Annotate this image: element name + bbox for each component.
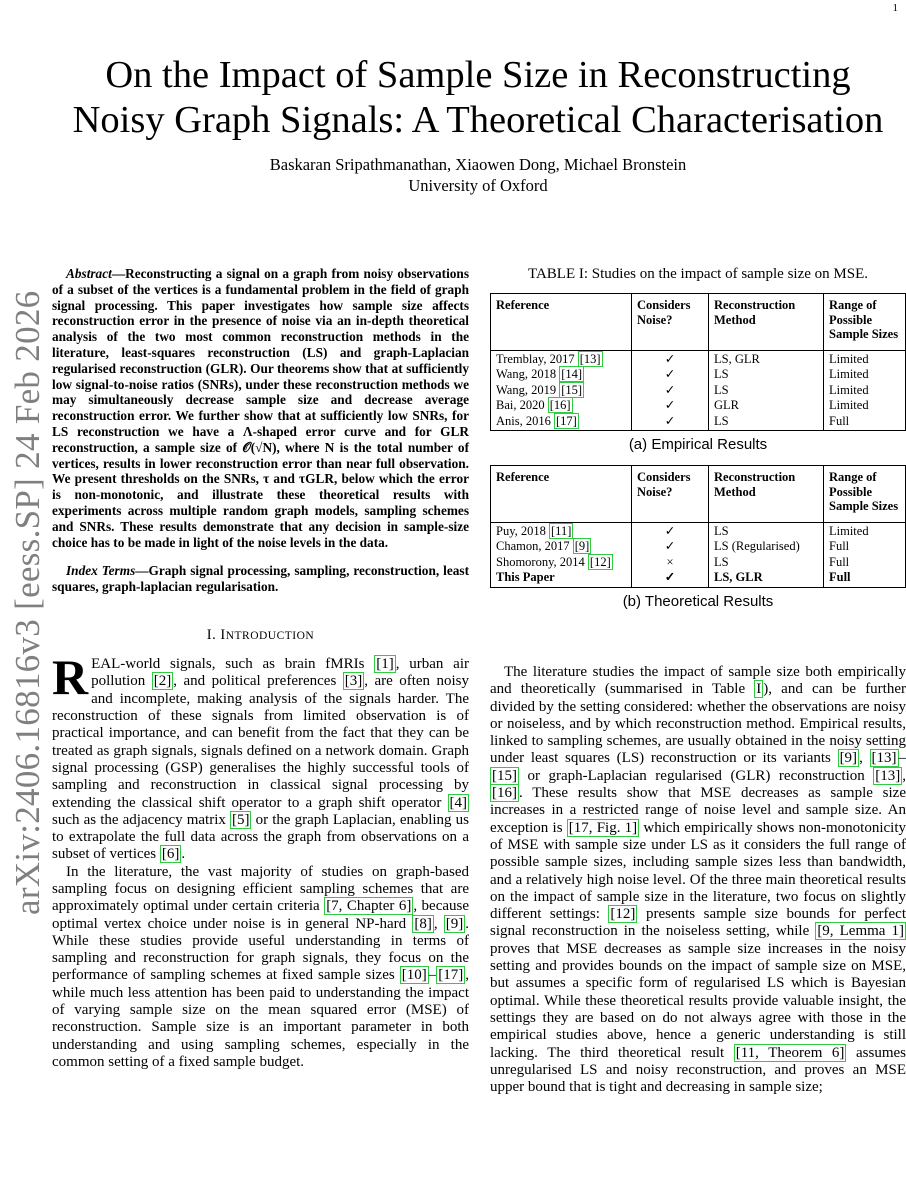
literature-paragraph: The literature studies the impact of sample size both empirically and theoretically (summarised in Table I ), and can be further divided by the setting considered: whether the observations are noisy or noiseless, and by which reconstruction method. Empirical results, linked to sampling schemes, are usually obtained in the noisy setting under least squares (LS) reconstruction or its variants [9] , [13] –[15] or graph-Laplacian regularised (GLR) reconstruction [13] , [16] . These results show that MSE decreases as sample size increases in a restricted range of noise level and sample size. An exception is [17, Fig. 1] which empirically shows non-monotonicity of MSE with sample size under LS as it considers the full range of possible sample sizes, including sample sizes less than bandwidth, and a relatively high noise level. Of the three main theoretical results on the impact of sample size in the literature, two focus on slightly different settings: [12] presents sample size bounds for perfect signal reconstruction in the noiseless setting, while [9, Lemma 1] proves that MSE decreases as sample size increases in the noisy setting and provides bounds on the impact of sample size on MSE, but assumes a specific form of regularised LS which is Bayesian optimal. While these theoretical results provide valuable insight, the settings they are based on do not always agree with those in the empirical studies above, hence a generic understanding is still lacking. The third theoretical result [11, Theorem 6] assumes unregularised LS and noisy reconstruction, and proves an MSE upper bound that is tight and decreasing in sample size; xyxy=(490,664,906,1096)
table-caption: TABLE I: Studies on the impact of sample size on MSE. xyxy=(528,266,868,282)
index-terms-label: Index Terms xyxy=(66,563,136,579)
citation-link[interactable]: [9] xyxy=(574,539,590,554)
left-column xyxy=(52,266,469,1071)
column-header: Considers Noise? xyxy=(632,294,709,351)
column-header: Reference xyxy=(491,294,632,351)
abstract-label: Abstract xyxy=(66,266,112,281)
citation-link[interactable]: [9, Lemma 1] xyxy=(817,923,904,940)
column-header: Reconstruction Method xyxy=(709,466,824,523)
right-column xyxy=(490,266,906,622)
title-line-1: On the Impact of Sample Size in Reconstructing xyxy=(105,54,851,96)
citation-link[interactable]: [16] xyxy=(492,785,517,802)
column-header: Considers Noise? xyxy=(632,466,709,523)
table-row: Puy, 2018 [11] ✓ LS Limited xyxy=(491,522,906,538)
author-block xyxy=(40,154,906,196)
citation-link[interactable]: [9] xyxy=(839,750,858,767)
citation-link[interactable]: [12] xyxy=(589,554,611,569)
section-heading-introduction: I. INTRODUCTION xyxy=(206,626,315,643)
index-terms-text: —Graph signal processing, sampling, reconstruction, least squares, graph-laplacian regularisation. xyxy=(52,563,469,595)
citation-link[interactable]: [17] xyxy=(556,413,577,428)
table-row: Tremblay, 2017 [13] ✓ LS, GLR Limited xyxy=(491,350,906,366)
index-terms xyxy=(52,563,469,595)
column-header: Reference xyxy=(491,466,632,523)
citation-link[interactable]: [13] xyxy=(875,767,901,784)
citation-link[interactable]: [7, Chapter 6] xyxy=(326,898,412,915)
citation-link[interactable]: [2] xyxy=(153,673,172,690)
citation-link[interactable]: [15] xyxy=(561,382,583,397)
citation-link[interactable]: [17, Fig. 1] xyxy=(568,819,638,836)
citation-link[interactable]: [5] xyxy=(231,811,250,828)
citation-link[interactable]: [10] xyxy=(401,967,427,984)
title-line-2: Noisy Graph Signals: A Theoretical Characterisation xyxy=(72,99,884,141)
citation-link[interactable]: [4] xyxy=(449,794,467,811)
affiliation: University of Oxford xyxy=(408,176,548,195)
citation-link[interactable]: [13] xyxy=(579,351,601,366)
authors: Baskaran Sripathmanathan, Xiaowen Dong, Michael Bronstein xyxy=(269,155,687,174)
table-theoretical xyxy=(490,465,906,588)
table-row: This Paper ✓ LS, GLR Full xyxy=(491,569,906,587)
subtable-caption-theoretical: (b) Theoretical Results xyxy=(622,592,774,610)
table-row: Shomorony, 2014 [12] × LS Full xyxy=(491,554,906,570)
citation-link[interactable]: [11] xyxy=(551,523,572,538)
table-empirical xyxy=(490,293,906,431)
paper-title xyxy=(40,53,906,143)
citation-link[interactable]: [8] xyxy=(414,915,432,932)
citation-link[interactable]: [17] xyxy=(438,967,464,984)
page-number: 1 xyxy=(892,2,898,14)
table-row: Wang, 2019 [15] ✓ LS Limited xyxy=(491,382,906,398)
citation-link[interactable]: [15] xyxy=(492,767,517,784)
citation-link[interactable]: [14] xyxy=(561,367,583,382)
abstract-text: —Reconstructing a signal on a graph from noisy observations of a subset of the vertices is a fundamental problem in the field of graph signal processing. This paper investigates how sample size affects reconstruction error in the presence of noise via an in-depth theoretical analysis of the two most common reconstruction methods in the literature, least-squares reconstruction (LS) and graph-Laplacian regularised reconstruction (GLR). Our theorems show that at sufficiently low signal-to-noise ratios (SNRs), under these reconstruction methods we may simultaneously decrease sample size and decrease average reconstruction error. We further show that at sufficiently low SNRs, for LS reconstruction we have a Λ-shaped error curve and for GLR reconstruction, a sample size of 𝒪(√N), where N is the total number of vertices, results in lower reconstruction error than near full observation. We present thresholds on the SNRs, τ and τGLR, below which the error is non-monotonic, and illustrate these theoretical results with experiments across multiple random graph models, sampling schemes and SNRs. These results demonstrate that any decision in sample-size choice has to be made in light of the noise levels in the data. xyxy=(52,266,469,550)
citation-link[interactable]: [16] xyxy=(549,398,571,413)
citation-link[interactable]: [11, Theorem 6] xyxy=(735,1044,845,1061)
citation-link[interactable]: [1] xyxy=(376,656,394,673)
citation-link[interactable]: [9] xyxy=(445,915,464,932)
abstract xyxy=(52,266,469,550)
right-column-body xyxy=(490,664,906,1096)
table-link[interactable]: I xyxy=(756,681,762,698)
subtable-caption-empirical: (a) Empirical Results xyxy=(628,436,768,454)
intro-paragraph-2: In the literature, the vast majority of studies on graph-based sampling focus on designing efficient sampling schemes that are approximately optimal under certain criteria [7, Chapter 6] , because optimal vertex choice under noise is in general NP-hard [8] , [9] . While these studies provide useful understanding in terms of sampling and reconstruction for graph signals, they focus on the performance of sampling schemes at fixed sample sizes [10] – [17] , while much less attention has been paid to understanding the impact of varying sample size on the mean squared error (MSE) of reconstruction. Sample size is an important parameter in both understanding and using sampling schemes, especially in the common setting of a fixed sample budget. xyxy=(52,863,470,1070)
citation-link[interactable]: [12] xyxy=(610,906,636,923)
column-header: Reconstruction Method xyxy=(709,294,824,351)
column-header: Range of Possible Sample Sizes xyxy=(824,294,906,351)
dropcap: R xyxy=(52,649,89,706)
table-row: Anis, 2016 [17] ✓ LS Full xyxy=(491,413,906,431)
table-row: Bai, 2020 [16] ✓ GLR Limited xyxy=(491,397,906,413)
citation-link[interactable]: [3] xyxy=(344,673,363,690)
column-header: Range of Possible Sample Sizes xyxy=(824,466,906,523)
intro-paragraph-1: REAL-world signals, such as brain fMRIs [1] , urban air pollution [2] , and political preferences [3] , are often noisy and incomplete, making analysis of the signals harder. The reconstruction of these signals from limited observation is of practical importance, and can benefit from the fact that they can be treated as graph signals, signals defined on a network domain. Graph signal processing (GSP) generalises the highly successful tools of sampling and reconstruction in classical signal processing by extending the classical shift operator to a graph shift operator [4] such as the adjacency matrix [5] or the graph Laplacian, enabling us to extrapolate the full data across the graph from observations on a subset of vertices [6] . xyxy=(52,649,470,863)
citation-link[interactable]: [6] xyxy=(161,846,180,863)
table-row: Wang, 2018 [14] ✓ LS Limited xyxy=(491,366,906,382)
arxiv-stamp: arXiv:2406.16816v3 [eess.SP] 24 Feb 2026 xyxy=(8,290,47,915)
citation-link[interactable]: [13] xyxy=(871,750,897,767)
table-row: Chamon, 2017 [9] ✓ LS (Regularised) Full xyxy=(491,538,906,554)
